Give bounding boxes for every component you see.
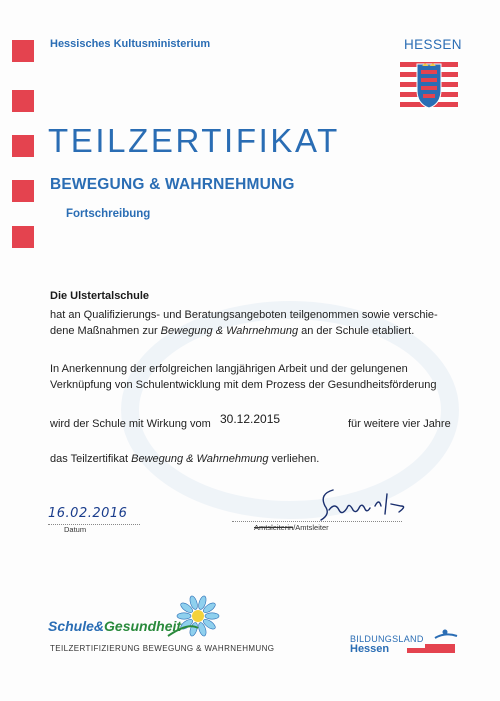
decor-square [12, 180, 34, 202]
text-run: verliehen. [268, 453, 320, 465]
hessen-coat-of-arms-icon [400, 60, 458, 110]
flower-logo-icon [158, 592, 238, 642]
logo-ampersand: & [93, 618, 105, 634]
official-title [254, 523, 329, 532]
logo-word: Schule [48, 618, 94, 634]
emphasis-text: Bewegung & Wahrnehmung [160, 325, 299, 337]
decor-square [12, 135, 34, 157]
logo-word: Gesundheit [104, 618, 182, 634]
decor-square [12, 226, 34, 248]
effective-suffix: für weitere vier Jahre [348, 418, 451, 430]
text-run: an der Schule etabliert. [298, 325, 415, 337]
paragraph-line: Verknüpfung von Schulentwicklung mit dem Prozess der Gesundheitsförderung [50, 379, 437, 391]
date-label: Datum [64, 525, 87, 534]
ministry-name: Hessisches Kultusministerium [50, 38, 211, 50]
school-name: Die Ulstertalschule [50, 290, 150, 302]
paragraph-line: In Anerkennung der erfolgreichen langjährigen Arbeit und der gelungenen [50, 363, 408, 375]
signature-line [232, 521, 402, 522]
bildungsland-label: BILDUNGSLAND [350, 634, 424, 644]
effective-date: 30.12.2015 [220, 412, 281, 426]
footer-tagline: TEILZERTIFIZIERUNG BEWEGUNG & WAHRNEHMUNG [50, 644, 275, 653]
paragraph-line [50, 323, 460, 339]
struck-title: Amtsleiterin [254, 523, 294, 532]
award-line [50, 451, 319, 467]
paragraph-recognition [50, 361, 460, 393]
paragraph-participation [50, 307, 460, 339]
certificate-subtitle: BEWEGUNG & WAHRNEHMUNG [50, 176, 295, 193]
certificate-title: TEILZERTIFIKAT [48, 122, 340, 159]
effective-prefix: wird der Schule mit Wirkung vom [50, 418, 211, 430]
state-name: HESSEN [404, 37, 462, 52]
official-label: /Amtsleiter [293, 523, 329, 532]
decor-square [12, 90, 34, 112]
emphasis-text: Bewegung & Wahrnehmung [131, 453, 269, 465]
bildungsland-state: Hessen [350, 643, 390, 655]
text-run: das Teilzertifikat [50, 453, 132, 465]
schule-gesundheit-logo [48, 618, 181, 634]
text-run: dene Maßnahmen zur [50, 325, 161, 337]
update-label: Fortschreibung [66, 208, 151, 220]
handwritten-date: 16.02.2016 [48, 506, 128, 521]
decor-square [12, 40, 34, 62]
date-line [48, 524, 140, 525]
paragraph-line: hat an Qualifizierungs- und Beratungsangeboten teilgenommen sowie verschie- [50, 309, 438, 321]
